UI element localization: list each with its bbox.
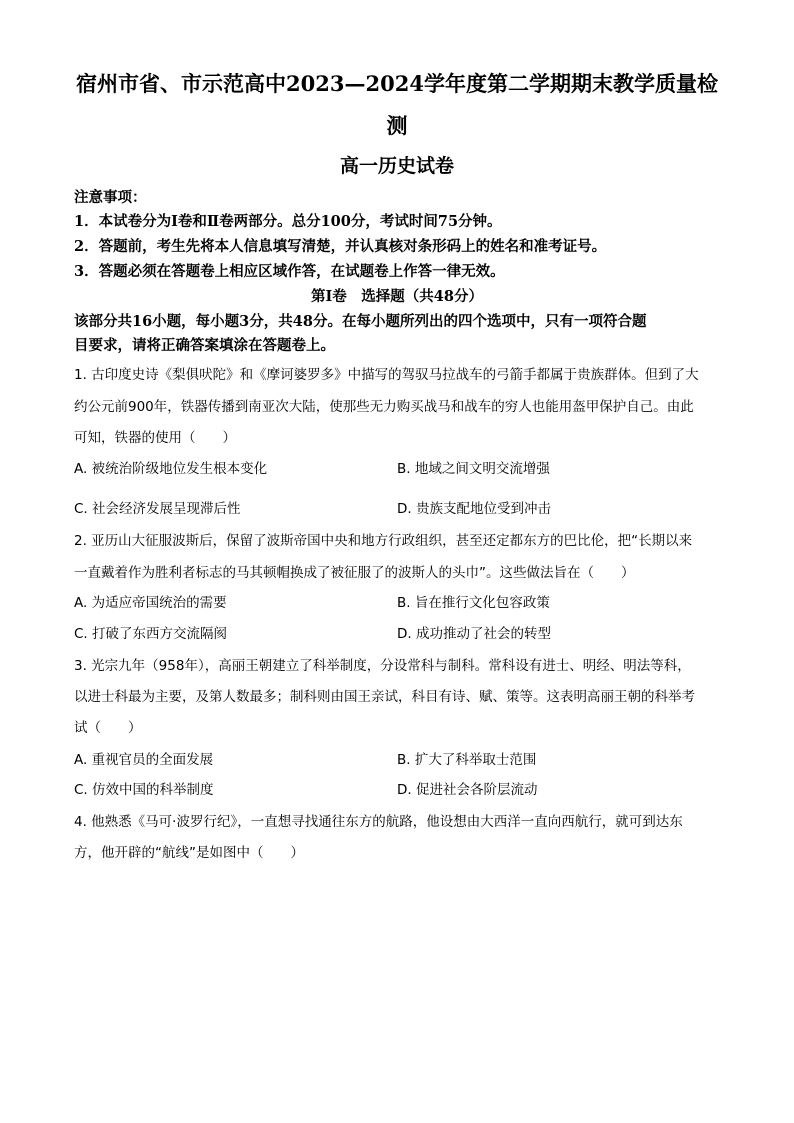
- note-item-1: 1．本试卷分为Ⅰ卷和Ⅱ卷两部分。总分100分，考试时间75分钟。: [74, 213, 502, 230]
- section-title: 第Ⅰ卷 选择题（共48分）: [311, 288, 483, 305]
- question-3-option-b[interactable]: B. 扩大了科举取士范围: [397, 752, 537, 768]
- question-1-line3: 可知，铁器的使用（ ）: [74, 430, 236, 446]
- question-2-option-a[interactable]: A. 为适应帝国统治的需要: [74, 595, 227, 611]
- exam-title-line2: 测: [386, 113, 408, 138]
- question-2-option-b[interactable]: B. 旨在推行文化包容政策: [397, 595, 550, 611]
- notes-heading: 注意事项：: [74, 189, 147, 206]
- section-intro-line1: 该部分共16小题，每小题3分，共48分。在每小题所列出的四个选项中，只有一项符合题: [74, 313, 647, 330]
- question-3-line3: 试（ ）: [74, 720, 142, 736]
- question-1-line1: 1. 古印度史诗《梨俱吠陀》和《摩诃婆罗多》中描写的驾驭马拉战车的弓箭手都属于贵族群体。但到了大: [74, 367, 699, 383]
- question-2-line1: 2. 亚历山大征服波斯后，保留了波斯帝国中央和地方行政组织，甚至还定都东方的巴比伦，把“长期以来: [74, 533, 693, 549]
- question-3-line1: 3. 光宗九年（958年），高丽王朝建立了科举制度，分设常科与制科。常科设有进士、明经、明法等科，: [74, 658, 691, 674]
- section-intro-line2: 目要求，请将正确答案填涂在答题卷上。: [74, 337, 335, 354]
- question-4-line2: 方，他开辟的“航线”是如图中（ ）: [74, 845, 304, 861]
- question-2-line2: 一直戴着作为胜利者标志的马其顿帽换成了被征服了的波斯人的头巾”。这些做法旨在（ ）: [74, 565, 635, 581]
- question-4-line1: 4. 他熟悉《马可·波罗行纪》，一直想寻找通往东方的航路，他设想由大西洋一直向西航行，就可到达东: [74, 814, 683, 830]
- question-1-option-c[interactable]: C. 社会经济发展呈现滞后性: [74, 501, 241, 517]
- question-3-option-a[interactable]: A. 重视官员的全面发展: [74, 752, 214, 768]
- question-1-option-b[interactable]: B. 地域之间文明交流增强: [397, 461, 550, 477]
- exam-title-line1: 宿州市省、市示范高中2023—2024学年度第二学期期末教学质量检: [76, 71, 718, 96]
- question-1-option-d[interactable]: D. 贵族支配地位受到冲击: [397, 501, 551, 517]
- question-2-option-c[interactable]: C. 打破了东西方交流隔阂: [74, 626, 228, 642]
- question-3-option-c[interactable]: C. 仿效中国的科举制度: [74, 782, 214, 798]
- exam-subtitle: 高一历史试卷: [339, 155, 454, 177]
- question-2-option-d[interactable]: D. 成功推动了社会的转型: [397, 626, 551, 642]
- note-item-3: 3．答题必须在答题卷上相应区域作答，在试题卷上作答一律无效。: [74, 263, 505, 280]
- note-item-2: 2．答题前，考生先将本人信息填写清楚，并认真核对条形码上的姓名和准考证号。: [74, 238, 607, 255]
- question-3-line2: 以进士科最为主要，及第人数最多；制科则由国王亲试，科目有诗、赋、策等。这表明高丽王朝的科举考: [74, 689, 695, 705]
- question-1-option-a[interactable]: A. 被统治阶级地位发生根本变化: [74, 461, 268, 477]
- question-3-option-d[interactable]: D. 促进社会各阶层流动: [397, 782, 538, 798]
- question-1-line2: 约公元前900年，铁器传播到南亚次大陆，使那些无力购买战马和战车的穷人也能用盔甲保护自己。由此: [74, 399, 694, 415]
